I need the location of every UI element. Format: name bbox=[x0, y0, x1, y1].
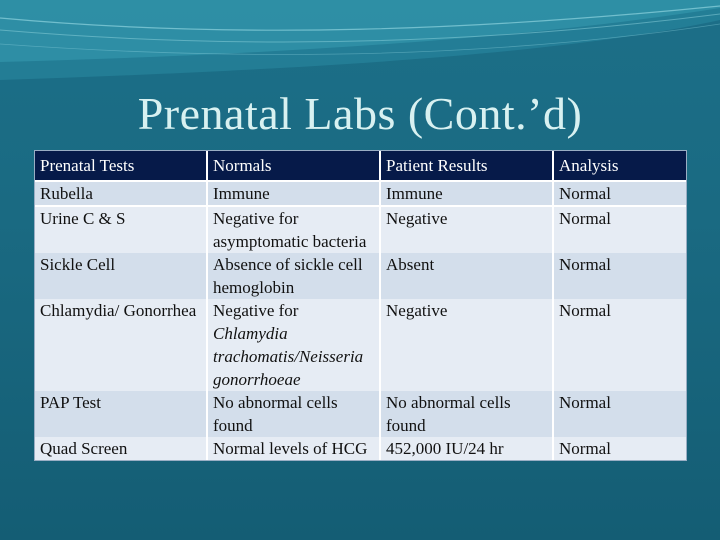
cell-result: Immune bbox=[380, 181, 553, 206]
cell-analysis: Normal bbox=[553, 206, 686, 253]
table-row bbox=[35, 206, 686, 253]
table-row bbox=[35, 437, 686, 460]
header-analysis: Analysis bbox=[553, 151, 686, 181]
cell-test: Rubella bbox=[35, 181, 207, 206]
table-header-row bbox=[35, 151, 686, 181]
cell-analysis: Normal bbox=[553, 437, 686, 460]
cell-analysis: Normal bbox=[553, 253, 686, 299]
table-row bbox=[35, 181, 686, 206]
cell-test: Sickle Cell bbox=[35, 253, 207, 299]
table-row bbox=[35, 253, 686, 299]
cell-analysis: Normal bbox=[553, 391, 686, 437]
header-prenatal-tests: Prenatal Tests bbox=[35, 151, 207, 181]
decorative-swoosh bbox=[0, 0, 720, 95]
cell-test: Quad Screen bbox=[35, 437, 207, 460]
cell-test: Chlamydia/ Gonorrhea bbox=[35, 299, 207, 391]
cell-analysis: Normal bbox=[553, 181, 686, 206]
slide-title: Prenatal Labs (Cont.’d) bbox=[137, 88, 583, 139]
cell-result: 452,000 IU/24 hr bbox=[380, 437, 553, 460]
normal-prefix: Negative for bbox=[213, 301, 299, 320]
cell-normal: Absence of sickle cell hemoglobin bbox=[207, 253, 380, 299]
cell-analysis: Normal bbox=[553, 299, 686, 391]
labs-table bbox=[34, 150, 687, 461]
header-normals: Normals bbox=[207, 151, 380, 181]
cell-normal: Negative for asymptomatic bacteria bbox=[207, 206, 380, 253]
table-row bbox=[35, 299, 686, 391]
cell-normal: Normal levels of HCG bbox=[207, 437, 380, 460]
table-row bbox=[35, 391, 686, 437]
cell-normal bbox=[207, 299, 380, 391]
cell-test: Urine C & S bbox=[35, 206, 207, 253]
cell-normal: Immune bbox=[207, 181, 380, 206]
labs-table-grid bbox=[35, 151, 686, 460]
cell-result: No abnormal cells found bbox=[380, 391, 553, 437]
cell-result: Negative bbox=[380, 206, 553, 253]
cell-test: PAP Test bbox=[35, 391, 207, 437]
cell-result: Absent bbox=[380, 253, 553, 299]
cell-result: Negative bbox=[380, 299, 553, 391]
normal-italic-organisms: Chlamydia trachomatis/Neisseria gonorrhoeae bbox=[213, 324, 364, 389]
header-patient-results: Patient Results bbox=[380, 151, 553, 181]
cell-normal: No abnormal cells found bbox=[207, 391, 380, 437]
